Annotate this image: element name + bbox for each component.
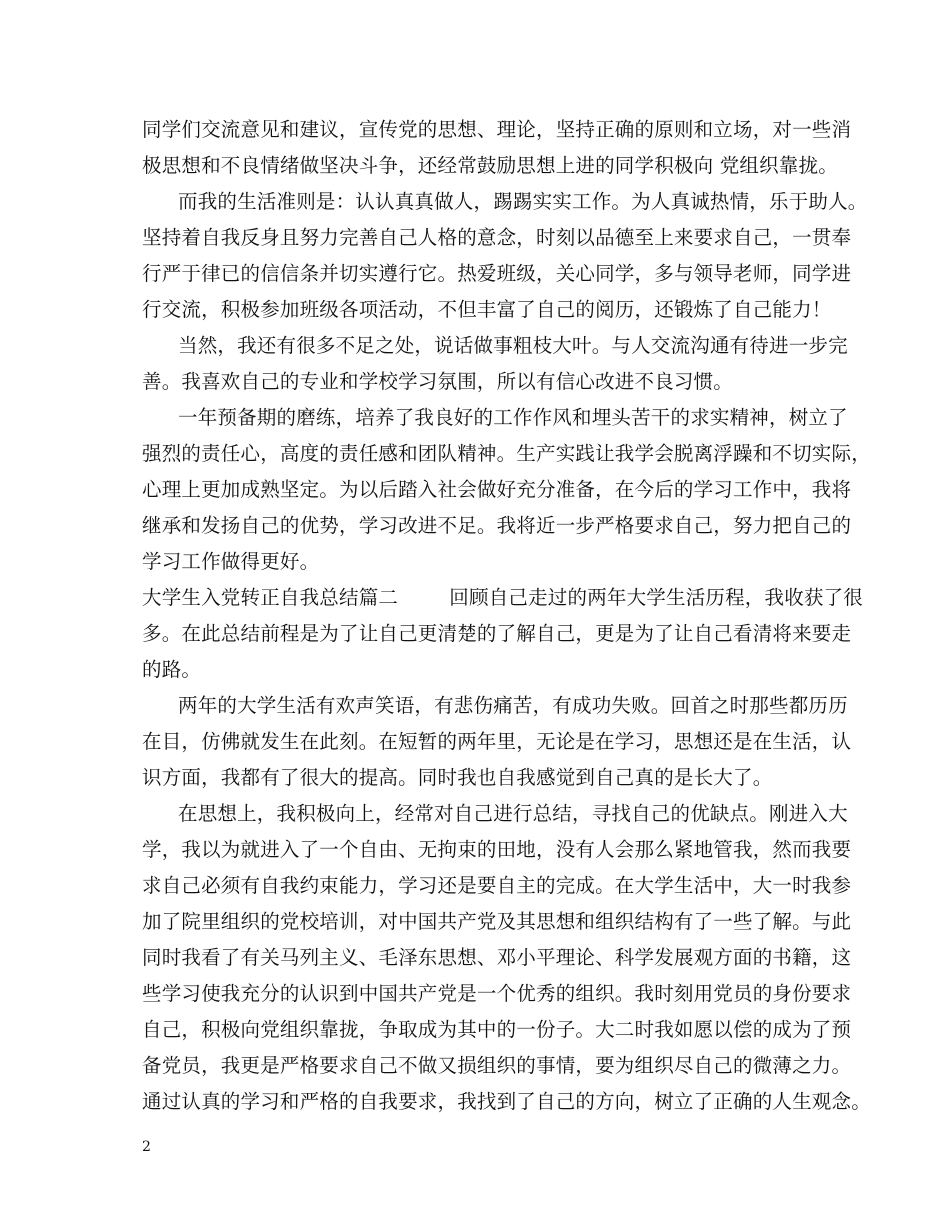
- body-text-line: 行交流，积极参加班级各项活动，不但丰富了自己的阅历，还锻炼了自己能力！: [142, 298, 832, 321]
- body-text-line: 加了院里组织的党校培训，对中国共产党及其思想和组织结构有了一些了解。与此: [142, 910, 852, 933]
- section-heading-line: 大学生入党转正自我总结篇二 回顾自己走过的两年大学生活历程，我收获了很: [142, 586, 863, 609]
- body-text-line: 识方面，我都有了很大的提高。同时我也自我感觉到自己真的是长大了。: [142, 766, 773, 789]
- body-text-line: 在目，仿佛就发生在此刻。在短暂的两年里，无论是在学习，思想还是在生活，认: [142, 730, 852, 753]
- body-text-line: 当然，我还有很多不足之处，说话做事粗枝大叶。与人交流沟通有待进一步完: [178, 334, 848, 357]
- body-text-line: 多。在此总结前程是为了让自己更清楚的了解自己，更是为了让自己看清将来要走: [142, 622, 852, 645]
- body-text-line: 的路。: [142, 658, 202, 681]
- body-text-line: 学习工作做得更好。: [142, 550, 320, 573]
- body-text-line: 坚持着自我反身且努力完善自己人格的意念，时刻以品德至上来要求自己，一贯奉: [142, 226, 852, 249]
- body-text-line: 同时我看了有关马列主义、毛泽东思想、邓小平理论、科学发展观方面的书籍，这: [142, 946, 852, 969]
- body-text-line: 极思想和不良情绪做坚决斗争，还经常鼓励思想上进的同学积极向 党组织靠拢。: [142, 154, 838, 177]
- body-text-line: 一年预备期的磨练，培养了我良好的工作作风和埋头苦干的求实精神，树立了: [178, 406, 848, 429]
- body-text-line: 在思想上，我积极向上，经常对自己进行总结，寻找自己的优缺点。刚进入大: [178, 802, 848, 825]
- body-text-line: 同学们交流意见和建议，宣传党的思想、理论，坚持正确的原则和立场，对一些消: [142, 118, 852, 141]
- body-text-line: 而我的生活准则是：认认真真做人，踢踢实实工作。为人真诚热情，乐于助人。: [178, 190, 868, 213]
- body-text-line: 继承和发扬自己的优势，学习改进不足。我将近一步严格要求自己，努力把自己的: [142, 514, 852, 537]
- body-text-line: 通过认真的学习和严格的自我要求，我找到了自己的方向，树立了正确的人生观念。: [142, 1090, 871, 1113]
- body-text-line: 求自己必须有自我约束能力，学习还是要自主的完成。在大学生活中，大一时我参: [142, 874, 852, 897]
- body-text-line: 强烈的责任心，高度的责任感和团队精神。生产实践让我学会脱离浮躁和不切实际，: [142, 442, 871, 465]
- body-text-line: 备党员，我更是严格要求自己不做又损组织的事情，要为组织尽自己的微薄之力。: [142, 1054, 852, 1077]
- body-text-line: 学，我以为就进入了一个自由、无拘束的田地，没有人会那么紧地管我，然而我要: [142, 838, 852, 861]
- body-text-line: 善。我喜欢自己的专业和学校学习氛围，所以有信心改进不良习惯。: [142, 370, 734, 393]
- body-text-line: 自己，积极向党组织靠拢，争取成为其中的一份子。大二时我如愿以偿的成为了预: [142, 1018, 852, 1041]
- page-number: 2: [142, 1139, 151, 1155]
- body-text-line: 些学习使我充分的认识到中国共产党是一个优秀的组织。我时刻用党员的身份要求: [142, 982, 852, 1005]
- body-text-line: 心理上更加成熟坚定。为以后踏入社会做好充分准备，在今后的学习工作中，我将: [142, 478, 852, 501]
- body-text-line: 行严于律已的信信条并切实遵行它。热爱班级，关心同学，多与领导老师，同学进: [142, 262, 852, 285]
- body-text-line: 两年的大学生活有欢声笑语，有悲伤痛苦，有成功失败。回首之时那些都历历: [178, 694, 848, 717]
